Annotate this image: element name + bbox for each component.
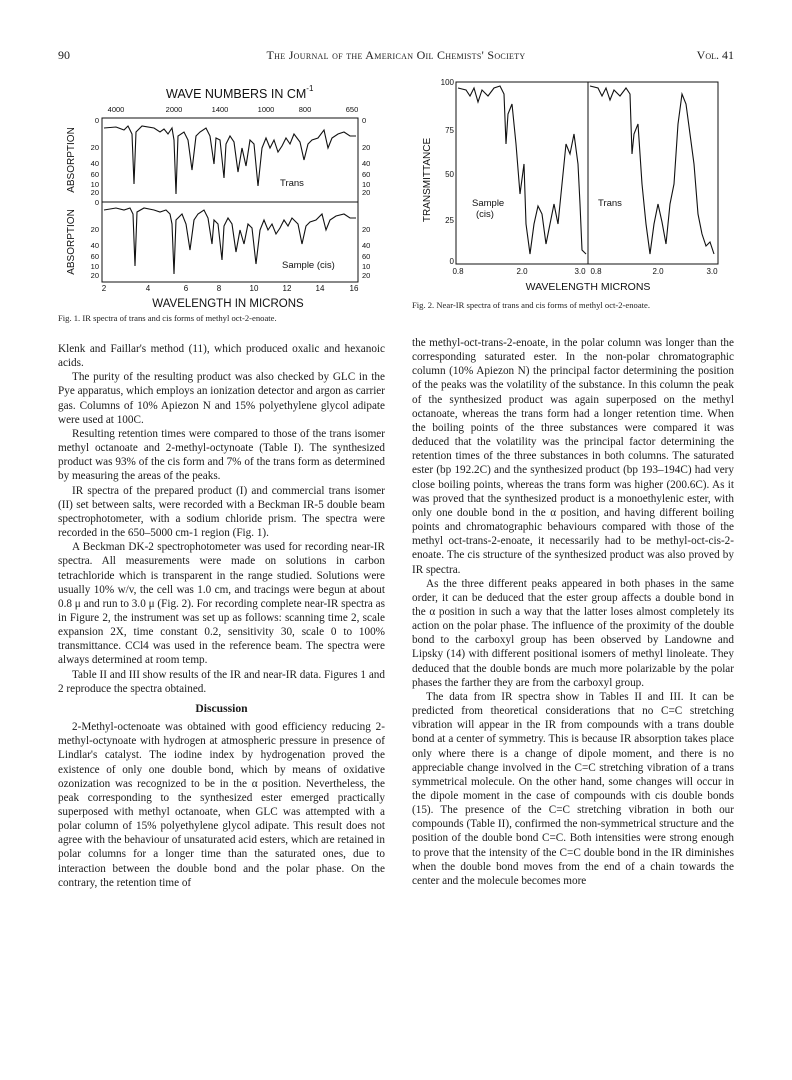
fig2-label-trans: Trans bbox=[598, 198, 622, 209]
fig2-ytick: 75 bbox=[445, 126, 454, 135]
figure-2-caption: Fig. 2. Near-IR spectra of trans and cis forms of methyl oct-2-enoate. bbox=[412, 300, 650, 310]
paragraph: Table II and III show results of the IR and near-IR data. Figures 1 and 2 reproduce the spectra obtained. bbox=[58, 668, 385, 695]
body-text bbox=[58, 337, 734, 1042]
fig2-xtick: 2.0 bbox=[516, 267, 528, 276]
fig2-label-sample-sub: (cis) bbox=[476, 209, 494, 220]
fig1-ytick: 0 bbox=[94, 198, 99, 207]
fig1-ytick: 60 bbox=[90, 170, 99, 179]
fig1-ytick: 40 bbox=[90, 159, 99, 168]
fig1-ytick: 20 bbox=[90, 143, 99, 152]
fig1-ytick-right: 60 bbox=[362, 170, 371, 179]
fig1-ytick: 40 bbox=[90, 241, 99, 250]
fig1-xtick: 14 bbox=[315, 284, 325, 293]
fig1-ytick: 20 bbox=[90, 225, 99, 234]
fig1-xtick: 2 bbox=[101, 284, 107, 293]
paragraph: The purity of the resulting product was also checked by GLC in the Pye apparatus, which employs an ionization detector and argon as carrier gas. Columns of 10% Apiezon N and 15% polyethylene glycol adipate were used at 100C. bbox=[58, 371, 385, 426]
section-heading-discussion: Discussion bbox=[195, 701, 248, 715]
fig1-ytick-right: 20 bbox=[362, 188, 371, 197]
fig1-ytick-right: 40 bbox=[362, 241, 371, 250]
fig2-xtick: 2.0 bbox=[652, 267, 664, 276]
fig1-xtick: 16 bbox=[349, 284, 359, 293]
fig2-xtick: 0.8 bbox=[590, 267, 602, 276]
fig2-ytick: 50 bbox=[445, 170, 454, 179]
fig1-xtick: 8 bbox=[216, 284, 222, 293]
fig1-ytick: 20 bbox=[90, 188, 99, 197]
paragraph: the methyl-oct-trans-2-enoate, in the polar column was longer than the corresponding saturated ester. In the non-polar chromatographic column (10% Apiezon N) the principal factor determining the position of the peaks was the volatility of the substance. In this column the peak of the synthesized product was again superposed on the methyl octanoate, whereas the trans form had a longer retention time. When the boiling points of the three substances were compared it was deduced that the volatility was the principal factor determining the retention times of the three substances in both columns. The saturated ester (bp 192.2C) and the synthesized product (bp 193–194C) had very close boiling points, whereas the trans form was higher (200.6C). As it was proved that the synthesized product is a monoethylenic ester, with only one double bond in the α position, and having different boiling points and chromatographic behaviours compared with those of the methyl oct-trans-2-enoate, it necessarily had to be methyl-oct-cis-2-enoate. The cis structure of the synthesized product was also proved by IR spectra. bbox=[412, 337, 734, 576]
fig2-xlabel: WAVELENGTH MICRONS bbox=[525, 281, 651, 293]
fig1-panel-top bbox=[102, 118, 358, 202]
running-header bbox=[58, 48, 734, 64]
paragraph: A Beckman DK-2 spectrophotometer was used for recording near-IR spectra. All measurements were made on solutions in carbon tetrachloride which is transparent in the range studied. Solutions were usually 10% w/v, the cell was 1.0 cm, and tracings were begun at about 0.8 μ and run to 3.0 μ (Fig. 2). For recording complete near-IR spectra as in Figure 2, the instrument was set up as follows: scanning time 2, scale expansion 2X, time constant 0.2, sensitivity 30, scale 0 to 100% transmittance. CCl4 was used in the reference beam. The spectra were always determined at room temp. bbox=[58, 541, 385, 667]
fig2-label-sample: Sample bbox=[472, 198, 505, 209]
paragraph: Resulting retention times were compared to those of the trans isomer methyl octanoate and 2-methyl-octynoate (Table I). The synthesized product was 93% of the cis form and 7% of the trans form as determined by measuring the areas of the peaks. bbox=[58, 427, 385, 483]
fig1-xtick: 6 bbox=[183, 284, 189, 293]
fig2-ytick: 25 bbox=[445, 216, 454, 225]
fig2-trace-trans bbox=[590, 86, 714, 254]
journal-title: The Journal of the American Oil Chemists' Society bbox=[266, 48, 526, 62]
paragraph: IR spectra of the prepared product (I) and commercial trans isomer (II) set between salts, were recorded with a Beckman IR-5 double beam spectrophotometer, with a sodium chloride prism. The spectra were recorded in the 650–5000 cm-1 region (Fig. 1). bbox=[58, 484, 385, 540]
fig1-ytick: 60 bbox=[90, 252, 99, 261]
paragraph: As the three different peaks appeared in both phases in the same order, it can be deduced that the ester group affects a double bond in the α position in such a way that the latter loses almost completely its action on the polar phase. The influence of the proximity of the double bond to the carboxyl group has been observed by Landowne and Lipsky (14) with different positional isomers of methyl linoleate. They deduced that the double bonds are much more polarizable by the polar phases the farther they are from the carboxyl group. bbox=[412, 577, 734, 689]
fig2-trace-sample-cis bbox=[458, 86, 586, 254]
fig1-top-title: WAVE NUMBERS IN $CM^{-1}$ bbox=[166, 84, 314, 101]
figure-2-near-ir-spectra bbox=[412, 74, 736, 300]
fig2-xtick: 3.0 bbox=[706, 267, 718, 276]
paragraph: The data from IR spectra show in Tables II and III. It can be predicted from theoretical considerations that no C=C stretching vibration will appear in the IR from compounds with a trans double bond at a center of symmetry. This is because IR absorption takes place only where there is a change of dipole moment, and there is no appreciable change involved in the C=C stretching vibration of a trans symmetrical molecule. On the other hand, some changes will occur in the dipole moment in the case of compounds with cis double bonds (15). The presence of the C=C stretching vibration in both our compounds (Table II), confirmed the non-symmetrical structure and the position of the double bond C=C. Both intensities were strong enough to prove that the intensity of the C=C double bond in the IR diminishes when the double bond moves from the end of a chain towards the center and the molecule becomes more bbox=[412, 690, 734, 887]
fig2-panel-left bbox=[456, 82, 588, 264]
fig1-top-tick: 1000 bbox=[257, 105, 275, 114]
figure-1-caption: Fig. 1. IR spectra of trans and cis forms of methyl oct-2-enoate. bbox=[58, 313, 277, 323]
fig1-trace-trans bbox=[104, 126, 356, 194]
right-column bbox=[412, 336, 734, 888]
fig1-top-tick: 4000 bbox=[107, 105, 125, 114]
volume-label: Vol. 41 bbox=[696, 48, 734, 62]
fig1-ytick-right: 20 bbox=[362, 271, 371, 280]
figure-1-ir-spectra bbox=[58, 74, 388, 312]
fig2-xtick: 0.8 bbox=[452, 267, 464, 276]
fig2-ylabel: TRANSMITTANCE bbox=[422, 137, 433, 223]
fig1-xtick: 12 bbox=[282, 284, 292, 293]
fig1-xtick: 10 bbox=[249, 284, 259, 293]
fig1-ytick: 20 bbox=[90, 271, 99, 280]
fig1-top-tick: 800 bbox=[298, 105, 312, 114]
fig2-ytick: 100 bbox=[440, 78, 454, 87]
fig1-ytick: 0 bbox=[94, 116, 99, 125]
fig1-ylabel-top: ABSORPTION bbox=[66, 127, 77, 193]
fig1-ytick: 10 bbox=[90, 180, 99, 189]
fig2-panel-right bbox=[588, 82, 718, 264]
fig1-xtick: 4 bbox=[145, 284, 151, 293]
left-column bbox=[58, 342, 385, 890]
fig1-label-trans: Trans bbox=[280, 178, 304, 189]
fig1-ytick-right: 10 bbox=[362, 180, 371, 189]
fig1-top-tick: 650 bbox=[345, 105, 359, 114]
fig1-top-tick: 2000 bbox=[165, 105, 183, 114]
fig1-ylabel-bottom: ABSORPTION bbox=[66, 209, 77, 275]
fig1-ytick-right: 10 bbox=[362, 262, 371, 271]
paragraph: Klenk and Faillar's method (11), which produced oxalic and hexanoic acids. bbox=[58, 343, 385, 370]
fig2-ytick: 0 bbox=[449, 257, 454, 266]
fig2-xtick: 3.0 bbox=[574, 267, 586, 276]
paragraph: 2-Methyl-octenoate was obtained with good efficiency reducing 2-methyl-octynoate with hydrogen at atmospheric pressure in presence of Lindlar's catalyst. The iodine index by hydrogenation proved the existence of only one double bond, which by means of oxidative ozonization was recognized to be in the α position. Nevertheless, the peak corresponding to the synthesized ester emerged practically superposed with methyl octanoate, when GLC was attempted with a polar column of 15% polyethylene glycol adipate. This result does not agree with the behaviour of unsaturated acid esters, which are retained in polar columns for a longer time than the saturated ones, due to interaction between the double bond and the polar phase. On the contrary, the retention time of bbox=[58, 721, 385, 889]
fig1-top-tick: 1400 bbox=[211, 105, 229, 114]
fig1-ytick-right: 20 bbox=[362, 225, 371, 234]
fig1-ytick-right: 60 bbox=[362, 252, 371, 261]
fig1-label-sample-cis: Sample (cis) bbox=[282, 260, 335, 271]
fig1-xlabel: WAVELENGTH IN MICRONS bbox=[152, 298, 304, 310]
fig1-ytick-right: 0 bbox=[362, 116, 367, 125]
page-number: 90 bbox=[58, 48, 70, 62]
fig1-ytick-right: 20 bbox=[362, 143, 371, 152]
fig1-ytick-right: 40 bbox=[362, 159, 371, 168]
fig1-ytick: 10 bbox=[90, 262, 99, 271]
